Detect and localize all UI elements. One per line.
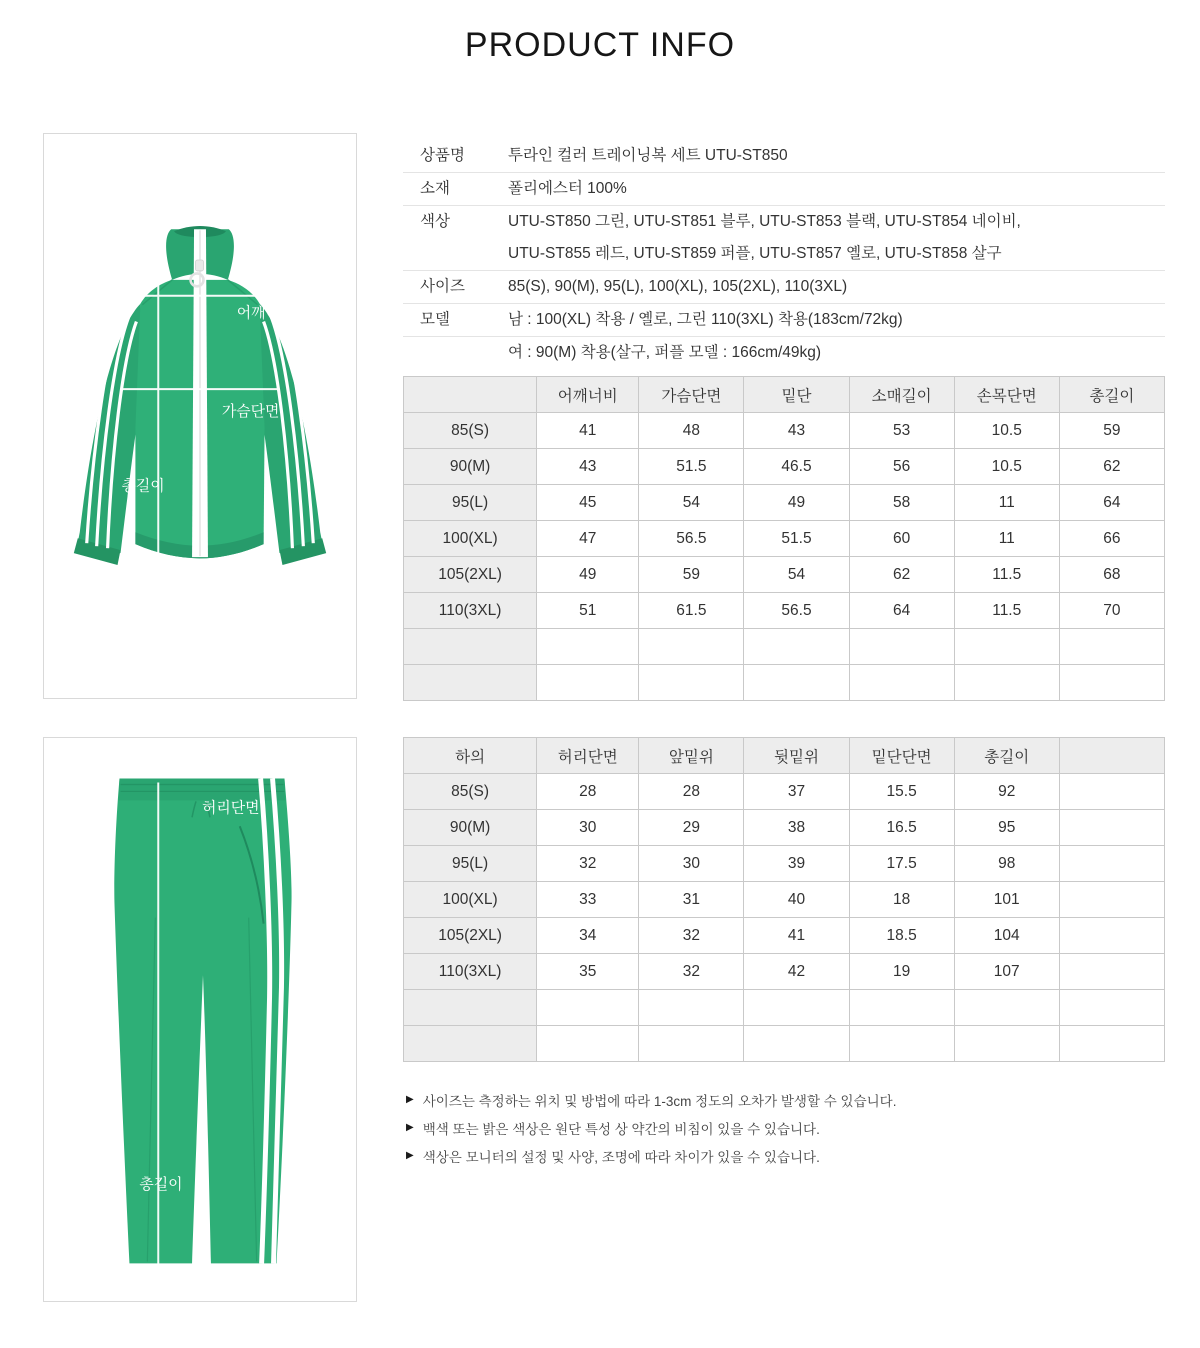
value-cell: 56.5	[639, 521, 744, 557]
value-cell	[1059, 990, 1164, 1026]
value-cell: 11	[954, 521, 1059, 557]
value-cell	[537, 665, 639, 701]
column-header: 뒷밑위	[744, 738, 849, 774]
value-cell: 61.5	[639, 593, 744, 629]
table-row	[404, 882, 1165, 918]
row-label-cell: 90(M)	[404, 810, 537, 846]
value-cell: 104	[954, 918, 1059, 954]
value-cell: 16.5	[849, 810, 954, 846]
row-label-cell: 85(S)	[404, 774, 537, 810]
table-row	[404, 593, 1165, 629]
value-cell	[849, 1026, 954, 1062]
table-row	[404, 665, 1165, 701]
triangle-bullet-icon: ▶	[406, 1150, 414, 1161]
value-cell: 29	[639, 810, 744, 846]
value-cell: 70	[1059, 593, 1164, 629]
spec-value: 폴리에스터 100%	[508, 180, 627, 197]
value-cell: 46.5	[744, 449, 849, 485]
value-cell: 54	[744, 557, 849, 593]
row-label-cell: 110(3XL)	[404, 593, 537, 629]
value-cell	[537, 990, 639, 1026]
row-label-cell: 105(2XL)	[404, 918, 537, 954]
table-row	[404, 557, 1165, 593]
column-header: 어깨너비	[537, 377, 639, 413]
value-cell	[639, 990, 744, 1026]
column-header	[404, 377, 537, 413]
value-cell: 59	[639, 557, 744, 593]
value-cell: 53	[849, 413, 954, 449]
value-cell: 18.5	[849, 918, 954, 954]
value-cell: 101	[954, 882, 1059, 918]
value-cell: 64	[849, 593, 954, 629]
value-cell: 66	[1059, 521, 1164, 557]
value-cell	[849, 629, 954, 665]
column-header: 가슴단면	[639, 377, 744, 413]
row-label-cell	[404, 665, 537, 701]
value-cell	[954, 1026, 1059, 1062]
value-cell: 17.5	[849, 846, 954, 882]
spec-row-sizes	[403, 271, 1165, 304]
value-cell: 92	[954, 774, 1059, 810]
pants-figure	[43, 737, 357, 1302]
spec-value: 여 : 90(M) 착용(살구, 퍼플 모델 : 166cm/49kg)	[508, 344, 822, 361]
jacket-zipper-slider	[196, 260, 204, 271]
value-cell	[849, 665, 954, 701]
value-cell: 54	[639, 485, 744, 521]
value-cell: 58	[849, 485, 954, 521]
value-cell	[954, 629, 1059, 665]
value-cell: 68	[1059, 557, 1164, 593]
row-label-cell: 85(S)	[404, 413, 537, 449]
row-label-cell	[404, 629, 537, 665]
column-header: 소매길이	[849, 377, 954, 413]
table-row	[404, 918, 1165, 954]
pants-illustration	[44, 738, 356, 1301]
value-cell	[639, 629, 744, 665]
value-cell: 45	[537, 485, 639, 521]
triangle-bullet-icon: ▶	[406, 1094, 414, 1105]
value-cell: 43	[537, 449, 639, 485]
table-row	[404, 1026, 1165, 1062]
spec-label: 사이즈	[420, 278, 465, 295]
value-cell	[954, 665, 1059, 701]
triangle-bullet-icon: ▶	[406, 1122, 414, 1133]
value-cell: 15.5	[849, 774, 954, 810]
column-header: 밑단	[744, 377, 849, 413]
value-cell: 107	[954, 954, 1059, 990]
note-line	[406, 1086, 896, 1114]
row-label-cell: 105(2XL)	[404, 557, 537, 593]
value-cell: 51.5	[639, 449, 744, 485]
jacket-length-label: 총길이	[121, 478, 165, 495]
column-header: 손목단면	[954, 377, 1059, 413]
value-cell: 62	[849, 557, 954, 593]
note-line	[406, 1142, 896, 1170]
spec-value-line: UTU-ST850 그린, UTU-ST851 블루, UTU-ST853 블랙, UTU-ST854 네이비,	[508, 213, 1021, 230]
value-cell	[954, 990, 1059, 1026]
table-row	[404, 846, 1165, 882]
value-cell: 41	[744, 918, 849, 954]
value-cell: 49	[537, 557, 639, 593]
value-cell	[639, 1026, 744, 1062]
column-header: 하의	[404, 738, 537, 774]
row-label-cell: 90(M)	[404, 449, 537, 485]
value-cell: 51	[537, 593, 639, 629]
value-cell	[744, 1026, 849, 1062]
value-cell: 35	[537, 954, 639, 990]
value-cell: 62	[1059, 449, 1164, 485]
notes-list	[406, 1086, 896, 1170]
table-row	[404, 449, 1165, 485]
table-row	[404, 774, 1165, 810]
table-row	[404, 485, 1165, 521]
value-cell	[1059, 665, 1164, 701]
column-header: 총길이	[1059, 377, 1164, 413]
table-row	[404, 954, 1165, 990]
value-cell: 18	[849, 882, 954, 918]
value-cell	[849, 990, 954, 1026]
value-cell: 43	[744, 413, 849, 449]
table-row	[404, 990, 1165, 1026]
value-cell: 98	[954, 846, 1059, 882]
note-text: 백색 또는 밝은 색상은 원단 특성 상 약간의 비침이 있을 수 있습니다.	[422, 1122, 820, 1137]
size-table-header-row	[404, 738, 1165, 774]
table-row	[404, 810, 1165, 846]
value-cell: 30	[639, 846, 744, 882]
row-label-cell: 95(L)	[404, 485, 537, 521]
row-label-cell: 95(L)	[404, 846, 537, 882]
row-label-cell: 110(3XL)	[404, 954, 537, 990]
value-cell: 32	[639, 918, 744, 954]
value-cell	[537, 629, 639, 665]
value-cell: 33	[537, 882, 639, 918]
value-cell: 32	[639, 954, 744, 990]
column-header	[1059, 738, 1164, 774]
value-cell: 56	[849, 449, 954, 485]
value-cell	[1059, 918, 1164, 954]
value-cell	[744, 990, 849, 1026]
value-cell: 49	[744, 485, 849, 521]
spec-value-line: UTU-ST855 레드, UTU-ST859 퍼플, UTU-ST857 옐로, UTU-ST858 살구	[508, 245, 1002, 262]
value-cell: 41	[537, 413, 639, 449]
value-cell: 11.5	[954, 593, 1059, 629]
value-cell	[1059, 954, 1164, 990]
pants-size-table	[403, 737, 1165, 1062]
spec-row-colors	[403, 206, 1165, 271]
value-cell	[744, 629, 849, 665]
spec-row-product-name	[403, 140, 1165, 173]
value-cell: 30	[537, 810, 639, 846]
value-cell: 42	[744, 954, 849, 990]
row-label-cell: 100(XL)	[404, 882, 537, 918]
value-cell	[1059, 629, 1164, 665]
jacket-chest-label: 가슴단면	[221, 404, 280, 420]
value-cell: 59	[1059, 413, 1164, 449]
column-header: 총길이	[954, 738, 1059, 774]
value-cell: 64	[1059, 485, 1164, 521]
value-cell: 39	[744, 846, 849, 882]
value-cell: 40	[744, 882, 849, 918]
column-header: 허리단면	[537, 738, 639, 774]
column-header: 앞밑위	[639, 738, 744, 774]
value-cell: 32	[537, 846, 639, 882]
spec-label: 색상	[420, 213, 450, 230]
row-label-cell	[404, 1026, 537, 1062]
value-cell: 31	[639, 882, 744, 918]
product-spec-list	[403, 140, 1165, 369]
value-cell: 28	[639, 774, 744, 810]
value-cell: 95	[954, 810, 1059, 846]
value-cell: 48	[639, 413, 744, 449]
value-cell: 28	[537, 774, 639, 810]
jacket-size-table	[403, 376, 1165, 701]
value-cell: 56.5	[744, 593, 849, 629]
note-line	[406, 1114, 896, 1142]
spec-value: 투라인 컬러 트레이닝복 세트 UTU-ST850	[508, 147, 788, 164]
spec-label	[403, 337, 508, 369]
table-row	[404, 413, 1165, 449]
spec-row-model-female	[403, 337, 1165, 369]
pants-waist-label: 허리단면	[201, 800, 260, 817]
value-cell	[1059, 810, 1164, 846]
value-cell: 11	[954, 485, 1059, 521]
note-text: 사이즈는 측정하는 위치 및 방법에 따라 1-3cm 정도의 오차가 발생할 수 있습니다.	[422, 1094, 897, 1109]
row-label-cell: 100(XL)	[404, 521, 537, 557]
value-cell	[639, 665, 744, 701]
value-cell: 11.5	[954, 557, 1059, 593]
value-cell: 34	[537, 918, 639, 954]
page-title: PRODUCT INFO	[464, 26, 736, 64]
value-cell	[1059, 846, 1164, 882]
spec-value: 남 : 100(XL) 착용 / 옐로, 그린 110(3XL) 착용(183cm/72kg)	[508, 311, 903, 328]
value-cell: 19	[849, 954, 954, 990]
jacket-illustration	[44, 134, 356, 698]
column-header: 밑단단면	[849, 738, 954, 774]
value-cell: 38	[744, 810, 849, 846]
size-table-header-row	[404, 377, 1165, 413]
pants-length-label: 총길이	[139, 1176, 183, 1193]
spec-value: 85(S), 90(M), 95(L), 100(XL), 105(2XL), 110(3XL)	[508, 278, 848, 295]
note-text: 색상은 모니터의 설정 및 사양, 조명에 따라 차이가 있을 수 있습니다.	[422, 1150, 820, 1165]
value-cell: 10.5	[954, 449, 1059, 485]
spec-label: 소재	[420, 180, 450, 197]
value-cell: 10.5	[954, 413, 1059, 449]
spec-label: 상품명	[420, 147, 465, 164]
value-cell	[537, 1026, 639, 1062]
value-cell: 51.5	[744, 521, 849, 557]
jacket-shoulder-label: 어깨너비	[236, 305, 295, 322]
table-row	[404, 521, 1165, 557]
spec-value	[508, 206, 1165, 270]
table-row	[404, 629, 1165, 665]
jacket-figure	[43, 133, 357, 699]
spec-row-model-male	[403, 304, 1165, 337]
value-cell	[1059, 774, 1164, 810]
value-cell	[1059, 1026, 1164, 1062]
spec-row-material	[403, 173, 1165, 206]
value-cell: 47	[537, 521, 639, 557]
value-cell: 60	[849, 521, 954, 557]
value-cell	[1059, 882, 1164, 918]
value-cell	[744, 665, 849, 701]
value-cell: 37	[744, 774, 849, 810]
spec-label: 모델	[420, 311, 450, 328]
row-label-cell	[404, 990, 537, 1026]
